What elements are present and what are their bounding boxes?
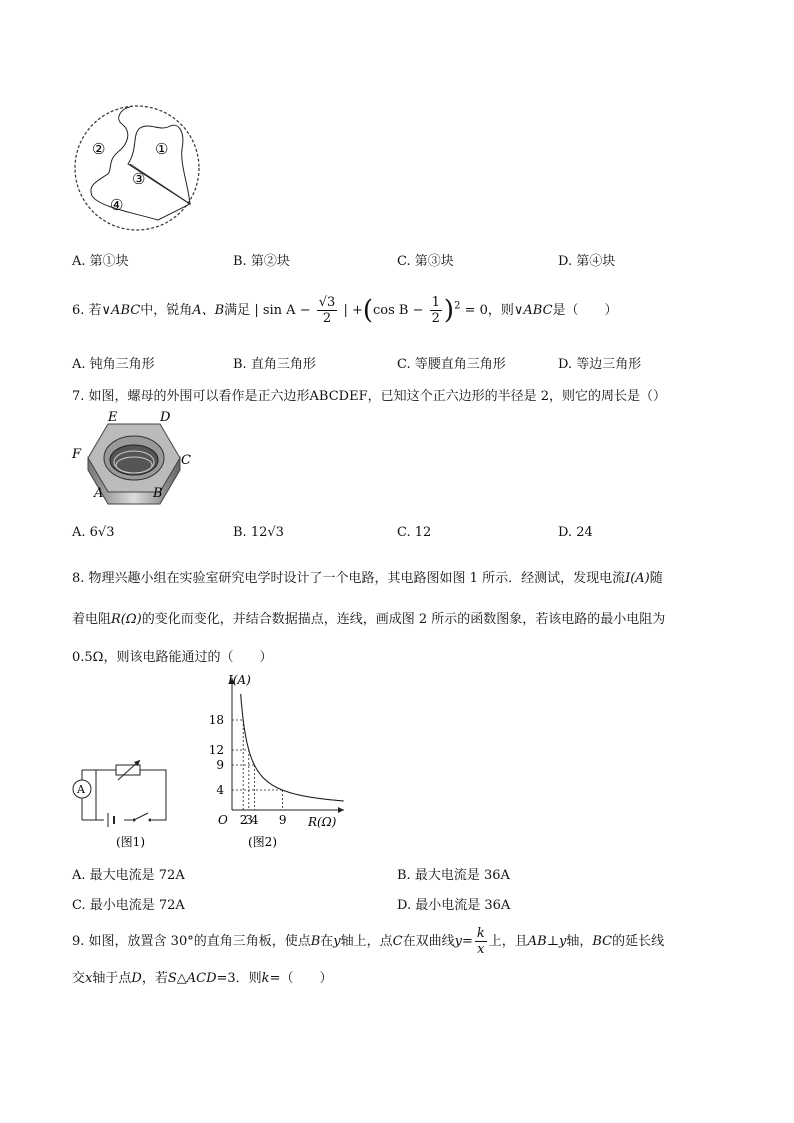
y-tick-label: 18	[208, 713, 224, 727]
piece-label-3: ③	[132, 170, 146, 188]
q7-option-c[interactable]: C. 12	[397, 525, 432, 540]
piece-label-1: ①	[155, 140, 169, 158]
hex-nut-figure	[68, 408, 198, 508]
fraction-1-over-2: $\frac{1}{2}$	[431, 295, 440, 326]
q8-option-d[interactable]: D. 最小电流是 36A	[397, 898, 511, 913]
q9-stem-line2: 交x轴于点D，若S△ACD=3．则k=（ ）	[72, 971, 333, 986]
circuit-diagram	[68, 760, 178, 855]
x-axis-label: R(Ω)	[308, 815, 337, 829]
broken-circle-figure	[70, 104, 210, 234]
chart-marks	[209, 694, 344, 827]
inverse-curve	[241, 694, 344, 801]
figure1-caption: (图1)	[116, 835, 145, 849]
piece-label-2: ②	[92, 140, 106, 158]
q8-option-c[interactable]: C. 最小电流是 72A	[72, 898, 185, 913]
origin-label: O	[218, 813, 228, 827]
figure2-caption: (图2)	[248, 835, 277, 849]
q6-option-d[interactable]: D. 等边三角形	[558, 357, 642, 372]
q7-option-a[interactable]: A. 6√3	[72, 525, 115, 540]
piece-label-4: ④	[110, 196, 124, 214]
vertex-label-d: D	[160, 410, 171, 425]
x-tick-label: 2	[239, 813, 248, 827]
fraction-k-over-x: $\frac{k}{x}$	[476, 926, 485, 957]
q8-stem-line3: 0.5Ω，则该电路能通过的（ ）	[72, 650, 273, 665]
q6-option-a[interactable]: A. 钝角三角形	[72, 357, 155, 372]
q7-option-b[interactable]: B. 12√3	[233, 525, 284, 540]
ammeter-label: A	[77, 783, 85, 796]
y-tick-label: 9	[216, 758, 224, 772]
q9-stem-line1: 9. 如图，放置含 30°的直角三角板，使点B在y轴上，点C在双曲线y= $\frac{k}{x}$ 上，且AB⊥y轴，BC的延长线	[72, 926, 665, 957]
q6-option-b[interactable]: B. 直角三角形	[233, 357, 316, 372]
y-tick-label: 12	[208, 743, 224, 757]
vertex-label-c: C	[181, 453, 191, 468]
vertex-label-e: E	[108, 410, 118, 425]
vertex-label-f: F	[72, 447, 82, 462]
fraction-sqrt3-over-2: $\frac{√3}{2}$	[318, 295, 336, 326]
q8-option-b[interactable]: B. 最大电流是 36A	[397, 868, 510, 883]
q5-option-b[interactable]: B. 第②块	[233, 254, 290, 269]
q8-option-a[interactable]: A. 最大电流是 72A	[72, 868, 185, 883]
q5-option-d[interactable]: D. 第④块	[558, 254, 616, 269]
y-axis-label: I(A)	[228, 673, 251, 687]
q5-option-c[interactable]: C. 第③块	[397, 254, 454, 269]
y-tick-label: 4	[216, 783, 224, 797]
x-tick-label: 9	[278, 813, 287, 827]
x-axis-arrow	[338, 807, 344, 813]
x-tick-label: 4	[250, 813, 259, 827]
vertex-label-b: B	[153, 486, 163, 501]
q8-stem-line1: 8. 物理兴趣小组在实验室研究电学时设计了一个电路，其电路图如图 1 所示．经测试，发现电流I(A)随	[72, 571, 663, 586]
vertex-label-a: A	[94, 486, 104, 501]
chart-axes	[218, 673, 344, 829]
q5-option-a[interactable]: A. 第①块	[72, 254, 129, 269]
q8-stem-line2: 着电阻R(Ω)的变化而变化，并结合数据描点，连线，画成图 2 所示的函数图象，若该电路的最小电阻为	[72, 612, 666, 627]
x-tick-label: 3	[245, 813, 253, 827]
q7-option-d[interactable]: D. 24	[558, 525, 593, 540]
current-resistance-graph	[196, 670, 356, 855]
q6-stem: 6. 若∨ABC中，锐角A、B满足 | sin A − $\frac{√3}{2}$ | +(cos B − $\frac{1}{2}$ )$^2$ = 0，则∨ABC是（ ）	[72, 295, 618, 326]
q6-option-c[interactable]: C. 等腰直角三角形	[397, 357, 506, 372]
q7-stem: 7. 如图，螺母的外围可以看作是正六边形ABCDEF，已知这个正六边形的半径是 2，则它的周长是（）	[72, 389, 667, 404]
